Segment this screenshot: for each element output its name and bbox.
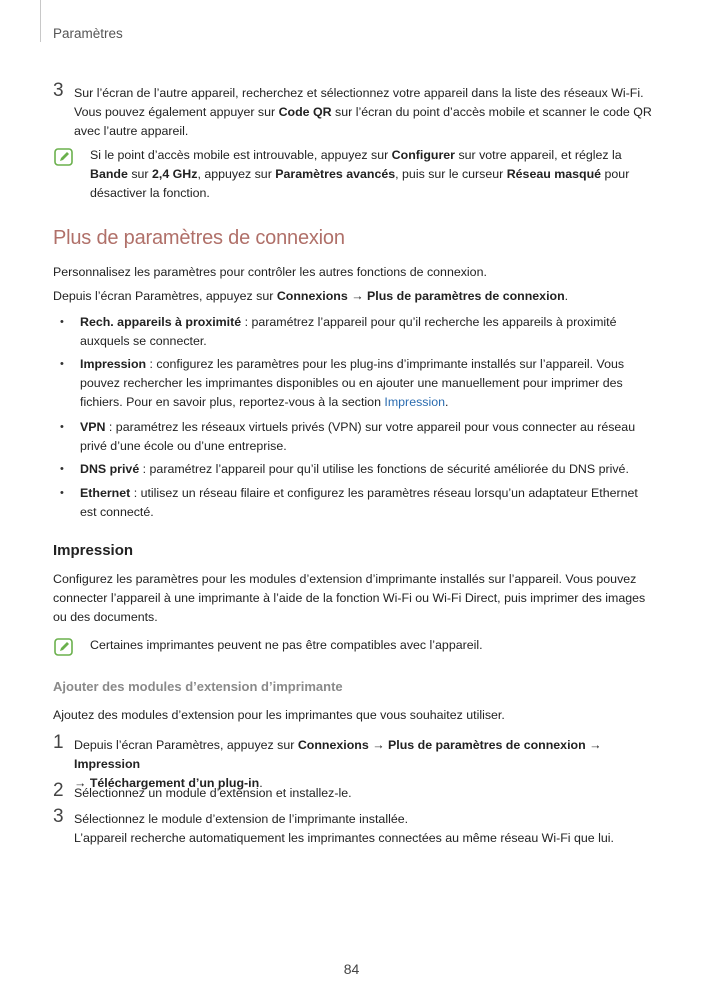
subsection-title: Ajouter des modules d’extension d’imprimante	[53, 679, 343, 694]
page-number: 84	[343, 961, 360, 977]
section-intro: Personnalisez les paramètres pour contrôler les autres fonctions de connexion.	[53, 265, 487, 279]
subsection-intro: Ajoutez des modules d’extension pour les imprimantes que vous souhaitez utiliser.	[53, 708, 505, 722]
impression-link[interactable]: Impression	[384, 395, 446, 409]
list-item: • Rech. appareils à proximité : paramétrez l’appareil pour qu’il recherche les appareils à proximité auxquels se connecter.	[60, 315, 617, 348]
list-item: • DNS privé : paramétrez l’appareil pour qu’il utilise les fonctions de sécurité améliorée du DNS privé.	[60, 462, 629, 476]
impression-title: Impression	[53, 542, 134, 559]
step-text: Sur l’écran de l’autre appareil, recherchez et sélectionnez votre appareil dans la liste des réseaux Wi-Fi. Vous pouvez également appuyer sur Code QR sur l’écran du point d’accès mobile et scanner le code QR avec l’autre appareil.	[74, 86, 652, 138]
page-header: Paramètres	[53, 26, 123, 41]
impression-intro: Configurez les paramètres pour les modules d’extension d’imprimante installés sur l’appareil. Vous pouvez connecter l’appareil à une imprimante à l’aide de la fonction Wi-Fi ou Wi-Fi Direct, puis imprimer des images ou des documents.	[53, 572, 646, 624]
note-pencil-icon	[54, 148, 74, 166]
note-text: Si le point d’accès mobile est introuvable, appuyez sur Configurer sur votre appareil, et réglez la Bande sur 2,4 GHz, appuyez sur Paramètres avancés, puis sur le curseur Réseau masqué pour désactiver la fonction.	[90, 148, 630, 200]
note-text: Certaines imprimantes peuvent ne pas être compatibles avec l’appareil.	[90, 638, 483, 652]
list-item: • Ethernet : utilisez un réseau filaire et configurez les paramètres réseau lorsqu’un adaptateur Ethernet est connecté.	[60, 486, 638, 519]
note-box	[53, 636, 653, 655]
step-number: 3	[53, 806, 64, 827]
step-1: 1 Depuis l’écran Paramètres, appuyez sur Connexions → Plus de paramètres de connexion → Impression → Téléchargement d’un plug-in.	[53, 732, 602, 790]
step-number: 1	[53, 732, 64, 753]
header-divider	[40, 0, 41, 42]
step-3-top	[53, 80, 653, 141]
list-item: • Impression : configurez les paramètres pour les plug-ins d’imprimante installés sur l’appareil. Vous pouvez rechercher les imprimantes disponibles ou en ajouter une manuellement pour imprimer des fichiers. Pour en savoir plus, reportez-vous à la section Impression.	[60, 357, 625, 409]
step-3: 3 Sélectionnez le module d’extension de l’imprimante installée. L’appareil recherche automatiquement les imprimantes connectées au même réseau Wi-Fi que lui.	[53, 806, 614, 845]
note-box	[53, 146, 653, 203]
step-2: 2 Sélectionnez un module d’extension et installez-le.	[53, 780, 352, 801]
step-number: 2	[53, 780, 64, 801]
section-title: Plus de paramètres de connexion	[53, 227, 345, 249]
list-item: • VPN : paramétrez les réseaux virtuels privés (VPN) sur votre appareil pour vous connecter au réseau privé d’une école ou d’une entreprise.	[60, 420, 636, 453]
section-path: Depuis l’écran Paramètres, appuyez sur Connexions → Plus de paramètres de connexion.	[53, 289, 569, 303]
note-pencil-icon	[54, 638, 74, 656]
step-number: 3	[53, 80, 64, 101]
